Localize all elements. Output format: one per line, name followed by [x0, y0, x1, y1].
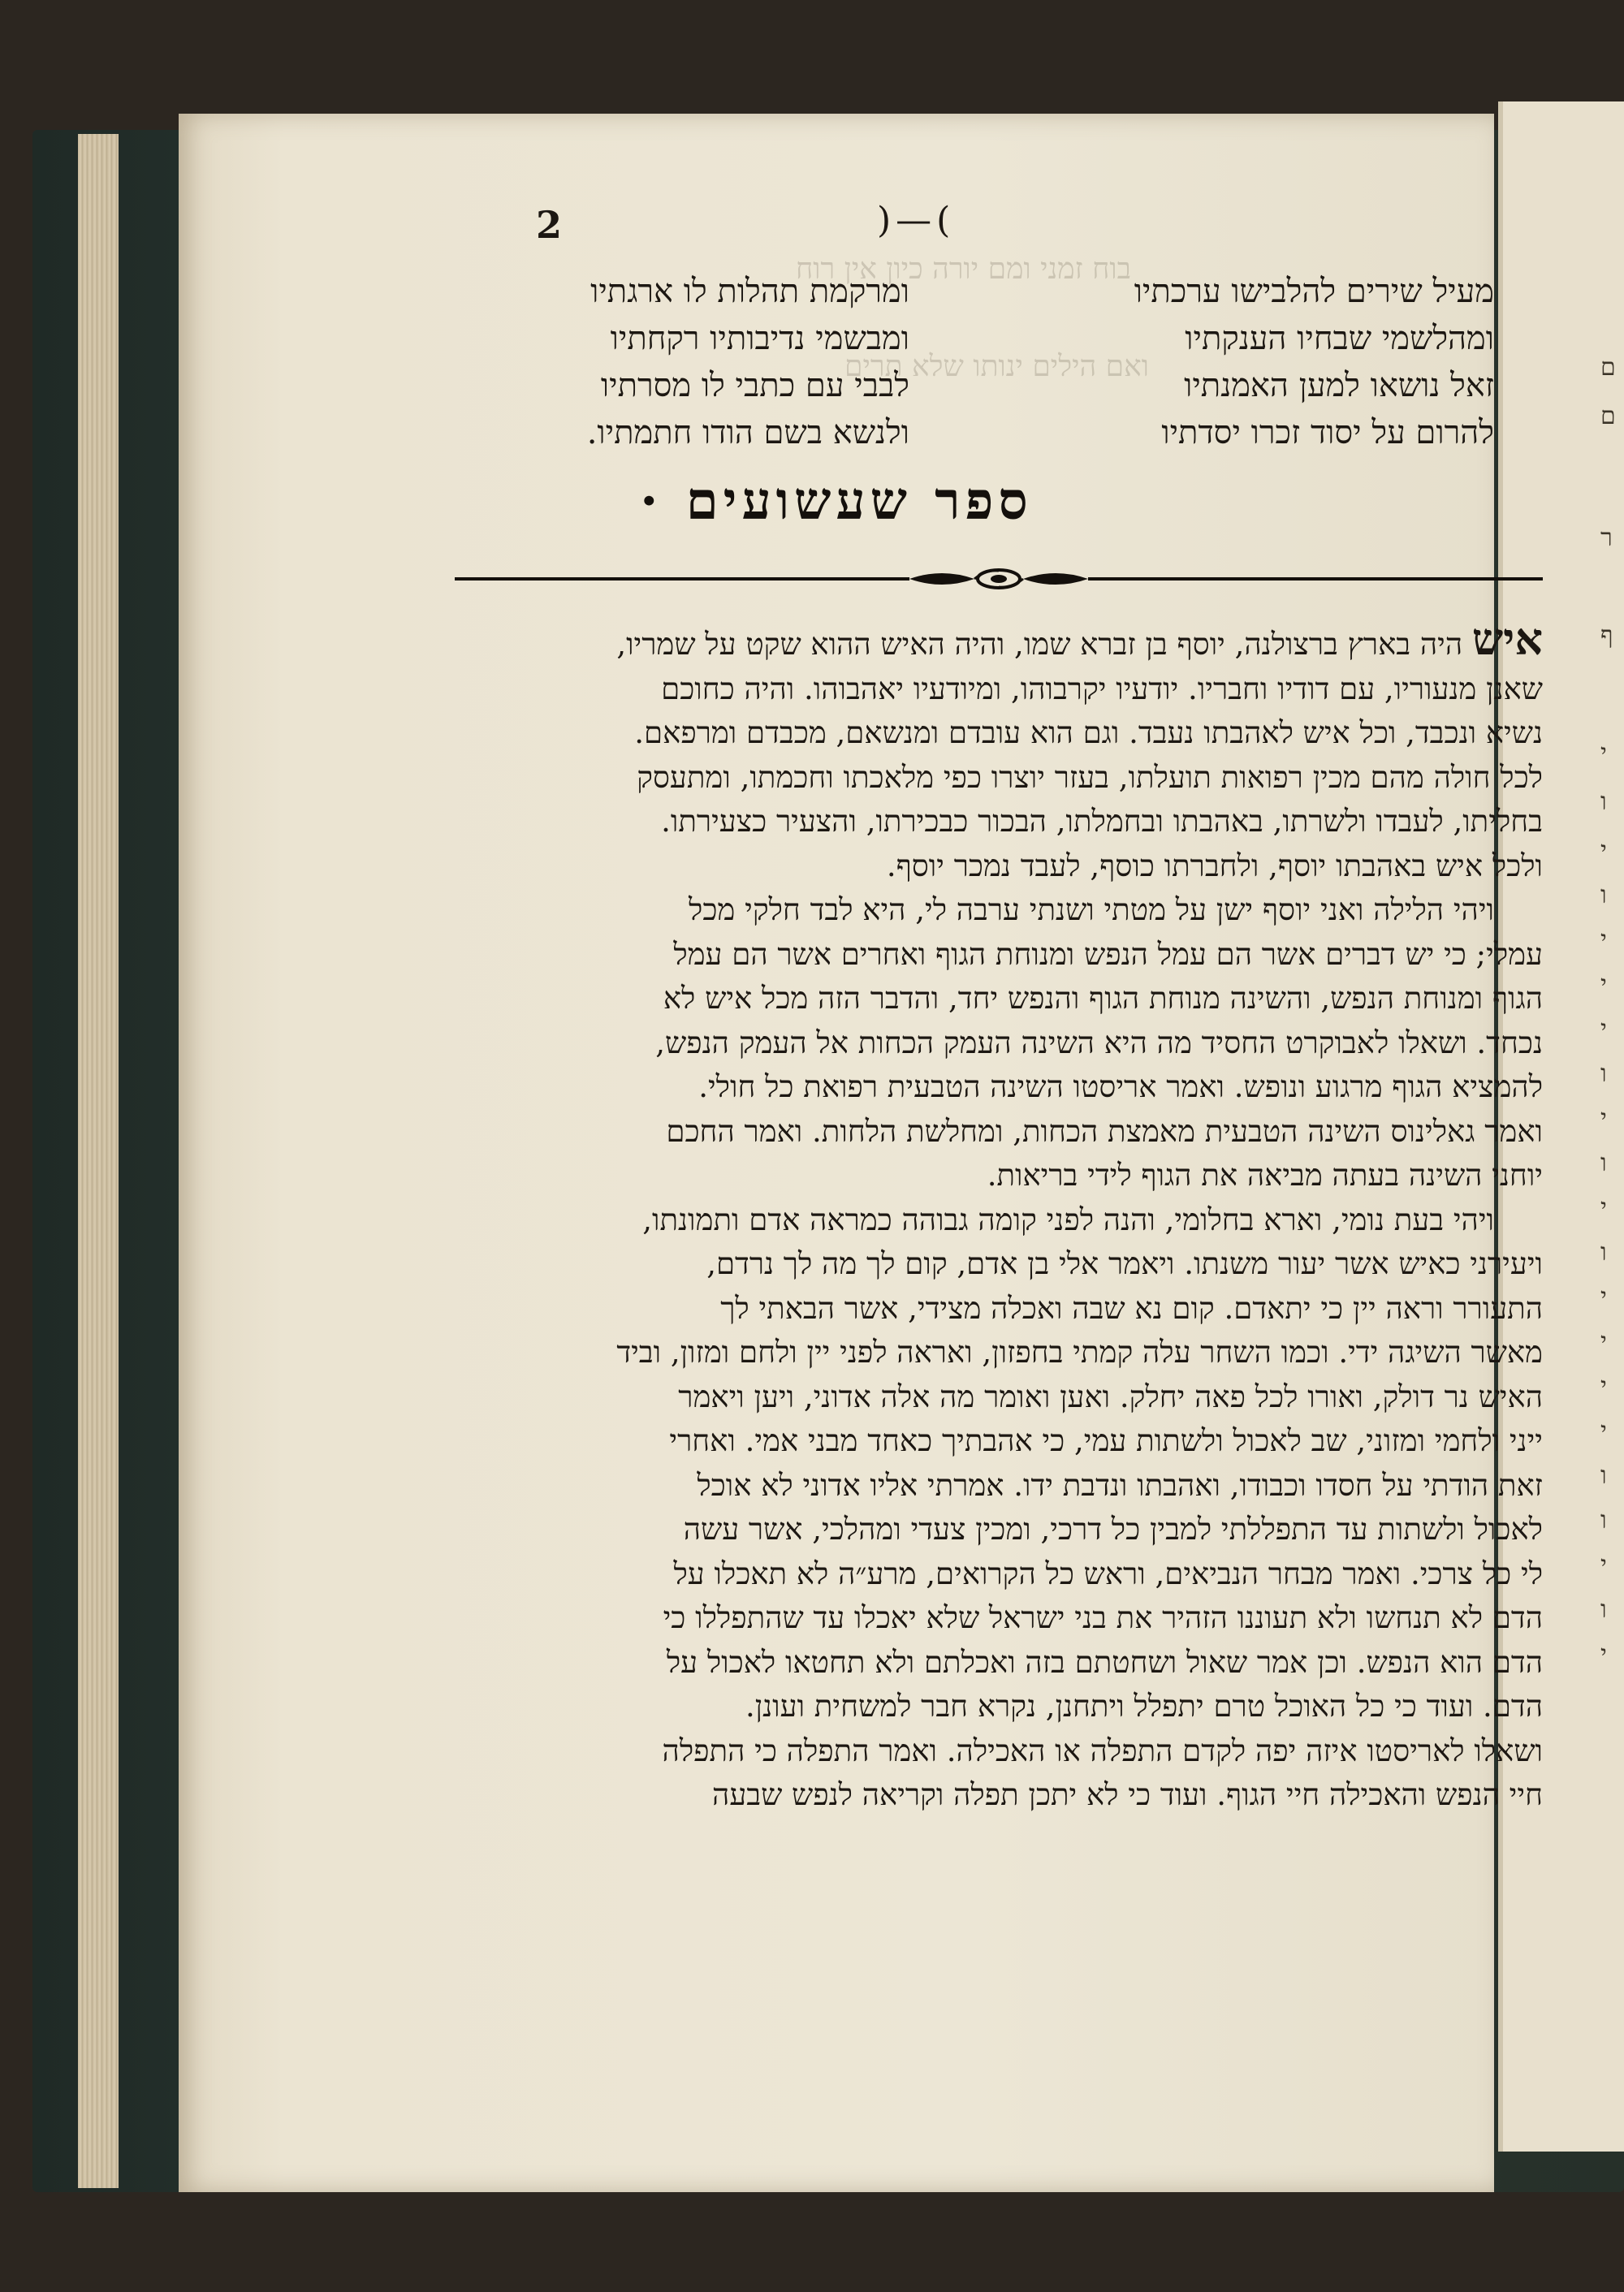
poem-line: ומהלשמי שבחיו הענקתיו	[1185, 320, 1494, 357]
poem-line: ומרקמת תהלות לו ארגתיו	[590, 273, 909, 310]
text-line: ושאלו לאריסטו איזה יפה לקדם התפלה או האכילה. ואמר התפלה כי התפלה	[662, 1733, 1543, 1768]
poem-line: ומבשמי נדיבותיו רקחתיו	[610, 320, 909, 357]
text-line: האיש נר דולק, ואורו לכל פאה יחלק. ואען ואומר מה אלה אדוני, ויען ויאמר	[678, 1379, 1543, 1414]
facing-page-glyph: י	[1600, 1193, 1607, 1222]
text-line: הדם. ועוד כי כל האוכל טרם יתפלל ויתחנן, נקרא חבר למשחית ועונן.	[745, 1689, 1543, 1724]
text-line: ולכל איש באהבתו יוסף, ולחברתו כוסף, לעבד נמכר יוסף.	[886, 848, 1543, 883]
facing-page-glyph: י	[1600, 739, 1607, 767]
page-header	[179, 200, 1494, 252]
dedication-poem-right	[1007, 268, 1494, 456]
facing-page-glyph: י	[1600, 1551, 1607, 1579]
facing-page-glyph: ם	[1600, 353, 1616, 382]
text-line: שאנן מנעוריו, עם דודיו וחבריו. יודעיו יקרבוהו, ומיודעיו יאהבוהו. והיה כחוכם	[661, 671, 1543, 706]
text-line: לי כל צרכי. ואמר מבחר הנביאים, וראש כל הקרואים, מרע״ה לא תאכלו על	[673, 1556, 1543, 1591]
facing-page-glyph: י	[1600, 1327, 1607, 1356]
text-line: הדם לא תנחשו ולא תעוננו הזהיר את בני ישראל שלא יאכלו עד שהתפללו כי	[663, 1600, 1543, 1635]
facing-page-glyph: ו	[1600, 1461, 1607, 1490]
poem-line: מעיל שירים להלבישו ערכתיו	[1134, 273, 1494, 310]
facing-page-glyph: ו	[1600, 1595, 1607, 1624]
facing-page-glyph: ו	[1600, 1060, 1607, 1088]
facing-page-glyph: י	[1600, 1372, 1607, 1401]
text-line: הדם הוא הנפש. וכן אמר שאול ושחטתם בזה ואכלתם ולא תחטאו לאכול על	[666, 1644, 1543, 1680]
show-through-text: בוח זמני ומם יורה כיון אין רוח	[796, 253, 1131, 286]
facing-page-glyph: ו	[1600, 1238, 1607, 1267]
text-line: מאשר השיגה ידי. וכמו השחר עלה קמתי בחפזון, ואראה לפני יין ולחם ומזון, וביד	[616, 1335, 1543, 1370]
facing-page-glyph: ו	[1600, 1149, 1607, 1177]
facing-page-glyph: ף	[1600, 621, 1613, 650]
text-line: ויעירני כאיש אשר יעור משנתו. ויאמר אלי בן אדם, קום לך מה לך נרדם,	[706, 1246, 1543, 1281]
poem-line: להרום על יסוד זכרו יסדתיו	[1161, 414, 1494, 451]
text-line: ייני ולחמי ומזוני, שב לאכול ולשתות עמי, כי אהבתיך כאחד מבני אמי. ואחרי	[669, 1423, 1543, 1458]
text-line: התעורר וראה יין כי יתאדם. קום נא שבה ואכלה מצידי, אשר הבאתי לך	[720, 1290, 1543, 1326]
paragraph	[455, 888, 1543, 1198]
page-edges	[78, 134, 119, 2188]
facing-page-glyph: ו	[1600, 881, 1607, 909]
facing-page-glyph: י	[1600, 1015, 1607, 1043]
paragraph	[455, 1198, 1543, 1818]
text-line: לאכול ולשתות עד התפללתי למבין כל דרכי, ומכין צעדי ומהלכי, אשר עשה	[683, 1512, 1543, 1547]
facing-page-glyph: ו	[1600, 1506, 1607, 1534]
text-line: יוחני השינה בעתה מביאה את הגוף לידי בריאות.	[987, 1158, 1543, 1193]
show-through-text: ואם הילים ינותו שלא תרים	[844, 350, 1149, 383]
facing-page-glyph: י	[1600, 970, 1607, 999]
book-title: ספר שעשועים ·	[640, 471, 1033, 532]
text-line: איש היה בארץ ברצולנה, יוסף בן זברא שמו, והיה האיש ההוא שקט על שמריו,	[455, 617, 1543, 667]
facing-page-glyph: ו	[1600, 788, 1607, 816]
facing-page-glyph: י	[1600, 1104, 1607, 1133]
page-number: 2	[536, 203, 563, 247]
text-line: לכל חולה מהם מכין רפואות תועלתו, בעזר יוצרו כפי מלאכתו וחכמתו, ומתעסק	[637, 759, 1543, 795]
facing-page-glyph: י	[1600, 1417, 1607, 1445]
text-line: עמלי; כי יש דברים אשר הם עמל הנפש ומנוחת הגוף ואחרים אשר הם עמל	[673, 936, 1543, 972]
text-line: חיי הנפש והאכילה חיי הגוף. ועוד כי לא יתכן תפלה וקריאה לנפש שבעה	[712, 1777, 1543, 1812]
text-line: נכחד. ושאלו לאבוקרט החסיד מה היא השינה העמק הכחות אל העמק הנפש,	[655, 1025, 1543, 1060]
text-line: הגוף ומנוחת הנפש, והשינה מנוחת הגוף והנפש יחד, והדבר הזה מכל איש לא	[663, 981, 1543, 1016]
poem-line: לבבי עם כתבי לו מסרתיו	[600, 367, 909, 404]
text-line: ויהי הלילה ואני יוסף ישן על מטתי ושנתי ערבה לי, היא לבד חלקי מכל	[689, 892, 1494, 927]
text-line: נשיא ונכבד, וכל איש לאהבתו נעבד. וגם הוא עובדם ומנשאם, מכבדם ומרפאם.	[634, 715, 1543, 750]
poem-line: זאל נושאו למען האמנתיו	[1184, 367, 1494, 404]
book-page	[179, 114, 1543, 2192]
facing-page-glyph: י	[1600, 926, 1607, 954]
ornamental-rule-icon	[455, 564, 1543, 594]
text-line: להמציא הגוף מרגוע ונופש. ואמר אריסטו השינה הטבעית רפואת כל חולי.	[698, 1069, 1543, 1104]
body-text	[455, 617, 1543, 1818]
text-line: זאת הודתי על חסדו וכבודו, ואהבתו ונדבת ידו. אמרתי אליו אדוני לא אוכל	[697, 1467, 1543, 1503]
facing-page-glyph: ם	[1600, 402, 1616, 430]
paragraph	[455, 617, 1543, 888]
facing-page-glyph: ר	[1600, 524, 1613, 552]
text-line: ואמר גאלינוס השינה הטבעית מאמצת הכחות, ומחלשת הלחות. ואמר החכם	[666, 1113, 1543, 1149]
dedication-poem-left	[422, 268, 909, 456]
running-head: )—(	[877, 200, 956, 241]
text-line: בחליתו, לעבדו ולשרתו, באהבתו ובחמלתו, הבכור כבכירתו, והצעיר כצעירתו.	[661, 804, 1543, 839]
facing-page-glyph: י	[1600, 836, 1607, 865]
facing-page-glyph: י	[1600, 1283, 1607, 1311]
opening-word: איש	[1471, 617, 1543, 665]
poem-line: ולנשא בשם הודו חתמתיו.	[586, 414, 909, 451]
text-line: ויהי בעת נומי, וארא בחלומי, והנה לפני קומה גבוהה כמראה אדם ותמונתו,	[642, 1202, 1494, 1237]
facing-page-glyph: י	[1600, 1640, 1607, 1668]
